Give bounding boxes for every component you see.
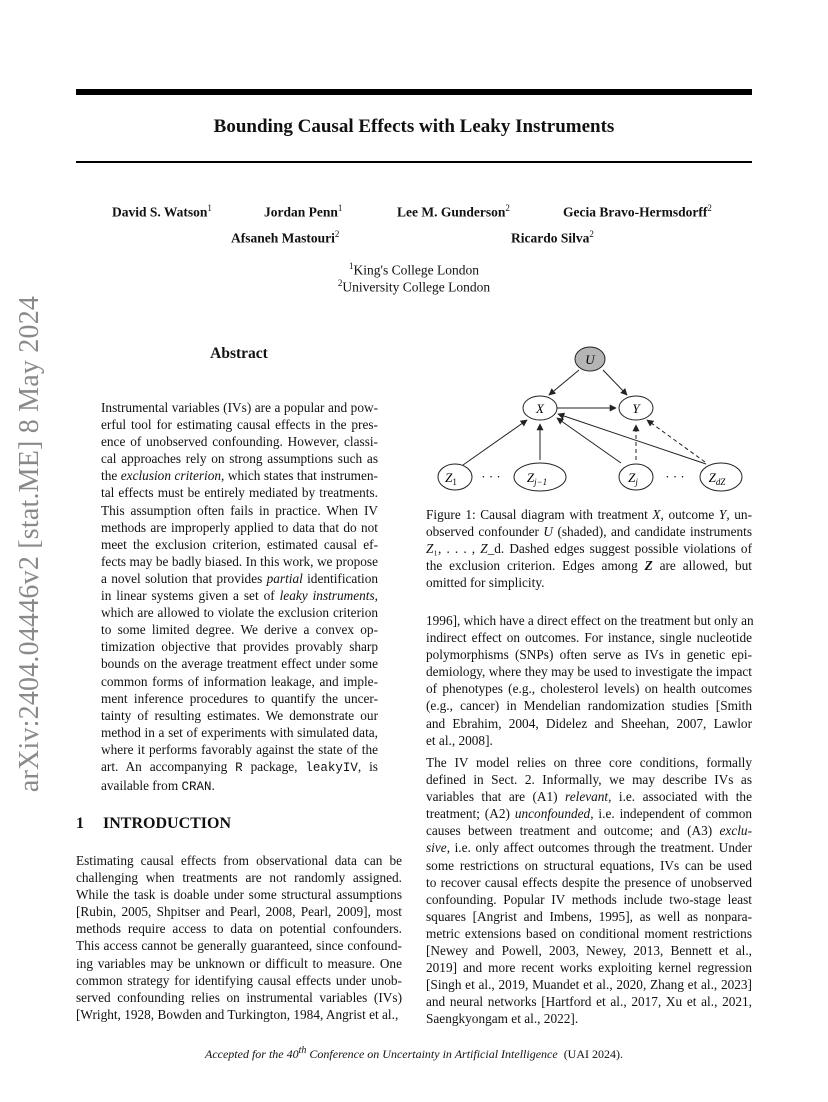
node-z1-label: $Z_1$ <box>445 470 457 487</box>
text-line: sive, i.e. only affect outcomes through the treatment. Under <box>426 840 752 856</box>
text-line: variables that are (A1) relevant, i.e. associated with the <box>426 789 752 805</box>
text-line: timization objective that provides provably sharp <box>101 639 378 655</box>
author-4: Gecia Bravo-Hermsdorff$^2$ <box>563 203 712 220</box>
text-line: a novel solution that provides partial identification <box>101 570 379 586</box>
text-line: method in a set of experiments with simulated data, <box>101 724 378 740</box>
text-line: common strategy for identifying causal effects under unob- <box>76 972 402 988</box>
node-x-label: X <box>536 401 544 416</box>
causal-diagram <box>425 340 755 500</box>
text-line: where it performs favorably against the state of the <box>101 741 378 757</box>
text-line: 2019] and more recent works exploiting kernel regression <box>426 960 752 976</box>
text-line: tainty of resulting estimates. We demonstrate our <box>101 707 378 723</box>
text-line: (e.g., cancer) in Mendelian randomization studies [Smith <box>426 698 752 714</box>
text-line: Estimating causal effects from observational data can be <box>76 853 402 868</box>
text-line: ing variables may be unknown or difficult to measure. One <box>76 955 402 971</box>
text-line: squares [Angrist and Imbens, 1995], as well as nonpara- <box>426 908 752 924</box>
text-line: causes between treatment and outcome; and (A3) exclu- <box>426 823 752 839</box>
node-u-label: U <box>585 352 595 367</box>
text-line: the exclusion criterion. Edges among Z are allowed, but <box>426 558 752 574</box>
text-line: art. An accompanying R package, leakyIV, is <box>101 758 378 775</box>
text-line: [Singh et al., 2019, Muandet et al., 2020, Zhang et al., 2023] <box>426 977 752 993</box>
text-line: polymorphisms (SNPs) often serve as IVs in genetic epi- <box>426 647 752 663</box>
affiliation-2: $^2$University College London <box>337 278 491 295</box>
text-line: defined in Sect. 2. Informally, we may describe IVs as <box>426 772 752 788</box>
text-line: indirect effect on outcomes. For instance, single nucleotide <box>426 630 752 646</box>
edge-u-y <box>603 370 627 395</box>
edge-u-x <box>549 370 579 395</box>
abstract-text <box>101 399 378 796</box>
text-line: fects may be badly biased. In this work, we propose <box>101 553 378 569</box>
text-line: Saengkyongam et al., 2022]. <box>426 1011 579 1027</box>
paper-title: Bounding Causal Effects with Leaky Instruments <box>213 116 615 137</box>
right-paragraph-2 <box>426 754 752 1028</box>
author-6: Ricardo Silva$^2$ <box>511 229 594 246</box>
text-line: ment inference procedures to quantify the uncer- <box>101 690 378 706</box>
text-line: challenging when treatments are not randomly assigned. <box>76 870 402 886</box>
section-heading: 1 INTRODUCTION <box>76 815 232 832</box>
author-3: Lee M. Gunderson$^2$ <box>397 203 510 220</box>
author-1: David S. Watson$^1$ <box>112 203 212 220</box>
text-line: methods require access to data on potential confounders. <box>76 921 402 937</box>
right-paragraph-1 <box>426 612 752 749</box>
text-line: This access cannot be generally guaranteed, since confound- <box>76 938 402 954</box>
text-line: to some limited degree. We derive a convex op- <box>101 622 378 638</box>
text-line: cal approaches rely on strong assumptions such as <box>101 451 378 467</box>
text-line: treatment; (A2) unconfounded, i.e. independent of common <box>426 806 752 822</box>
node-zj-label: $Z_j$ <box>628 470 638 487</box>
text-line: some restrictions on structural equations, IVs can be used <box>426 857 752 873</box>
text-line: meet the exclusion criterion, estimated causal ef- <box>101 536 378 552</box>
text-line: ence of unobserved confounding. However, classi- <box>101 434 378 450</box>
text-line: bounds on the average treatment effect under some <box>101 656 378 672</box>
abstract-heading: Abstract <box>210 345 268 362</box>
text-line: served confounding relies on instrumental variables (IVs) <box>76 989 402 1005</box>
node-zj-minus-1-label: $Z_{j-1}$ <box>526 470 548 487</box>
text-line: observed confounder U (shaded), and candidate instruments <box>426 524 753 540</box>
text-line: methods are improperly applied to data that do not <box>101 519 378 535</box>
text-line: This assumption often fails in practice. When IV <box>101 502 378 518</box>
node-zd-label: $Z_{dZ}$ <box>708 470 726 487</box>
edge-z1-x <box>463 420 527 465</box>
text-line: metric extensions based on conditional moment restrictions <box>426 925 752 941</box>
figure-caption <box>426 506 752 591</box>
text-line: available from CRAN. <box>101 778 215 795</box>
author-2: Jordan Penn$^1$ <box>264 203 343 220</box>
text-line: the exclusion criterion, which states that instrumen- <box>101 468 378 484</box>
text-line: omitted for simplicity. <box>426 575 545 591</box>
text-line: confounding. Popular IV methods include two-stage least <box>426 891 752 907</box>
edge-zd-y-dashed <box>647 420 705 462</box>
text-line: Instrumental variables (IVs) are a popular and pow- <box>101 400 378 415</box>
affiliation-1: $^1$King's College London <box>349 261 479 278</box>
node-y-label: Y <box>632 401 640 416</box>
text-line: Figure 1: Causal diagram with treatment X, outcome Y, un- <box>426 507 753 522</box>
text-line: [Wright, 1928, Bowden and Turkington, 1984, Angrist et al., <box>76 1006 399 1022</box>
text-line: demiology, where they may be used to investigate the impact <box>426 664 752 680</box>
title-rule-bottom <box>76 161 752 163</box>
ellipsis-left: · · · <box>481 469 501 484</box>
text-line: common forms of information leakage, and imple- <box>101 673 378 689</box>
footer-note: Accepted for the 40th Conference on Uncertainty in Artificial Intelligence (UAI 2024). <box>204 1045 624 1061</box>
text-line: 1996], which have a direct effect on the treatment but only an <box>426 613 754 628</box>
text-line: in linear systems given a set of leaky instruments, <box>101 588 378 604</box>
edge-zd-x <box>558 414 706 464</box>
text-line: tal effects must be entirely mediated by treatments. <box>101 485 378 501</box>
intro-text <box>76 852 402 1023</box>
text-line: and neural networks [Hartford et al., 2017, Xu et al., 2021, <box>426 994 752 1010</box>
text-line: of phenotypes (e.g., cholesterol levels) on health outcomes <box>426 681 752 697</box>
author-5: Afsaneh Mastouri$^2$ <box>231 229 340 246</box>
text-line: [Rubin, 2005, Shpitser and Pearl, 2008, Pearl, 2009], most <box>76 904 402 920</box>
text-line: which are allowed to violate the exclusion criterion <box>101 605 378 621</box>
text-line: and Ebrahim, 2004, Didelez and Sheehan, 2007, Lawlor <box>426 715 752 731</box>
text-line: to recover causal effects despite the presence of unobserved <box>426 874 752 890</box>
text-line: Z₁, . . . , Z_d. Dashed edges suggest possible violations of <box>426 541 752 557</box>
text-line: et al., 2008]. <box>426 732 493 748</box>
text-line: [Newey and Powell, 2003, Newey, 2013, Bennett et al., <box>426 943 752 959</box>
text-line: While the task is doable under some structural assumptions <box>76 887 402 903</box>
ellipsis-right: · · · <box>665 469 685 484</box>
title-rule-top <box>76 89 752 95</box>
text-line: The IV model relies on three core conditions, formally <box>426 755 752 770</box>
text-line: erful tool for estimating causal effects in the pres- <box>101 417 378 433</box>
